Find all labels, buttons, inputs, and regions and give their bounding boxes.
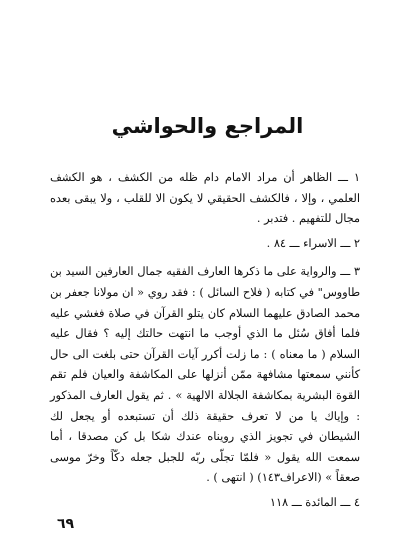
page-number: ٦٩ — [57, 516, 75, 532]
note-text: المائدة ـــ ١١٨ — [269, 495, 337, 509]
note-4 — [50, 493, 360, 514]
note-number: ٤ ـــ — [340, 495, 360, 509]
page-title: المراجع والحواشي — [111, 114, 304, 138]
note-text: الاسراء ـــ ٨٤ . — [266, 236, 337, 250]
note-1 — [50, 168, 360, 230]
note-2 — [50, 234, 360, 255]
note-number: ٣ ـــ — [340, 265, 360, 279]
notes-list — [50, 168, 360, 518]
note-number: ١ ـــ — [338, 171, 360, 184]
note-number: ٢ ـــ — [340, 236, 360, 250]
note-text: الظاهر أن مراد الامام دام ظله من الكشف ، هو الكشف العلمي ، وإلا ، فالكشف الحقيقي لا يكون الا للقلب ، ولا يبقى بعده مجال للتفهيم . فتدبر . — [50, 171, 360, 226]
note-3 — [50, 262, 360, 489]
note-text: والرواية على ما ذكرها العارف الفقيه جمال العارفين السيد بن طاووس" في كتابه ( فلاح السائل ) : فقد روي « ان مولانا جعفر بن محمد الصادق عليهما السلام كان يتلو القرآن في صلاة فغشي عليه فلما أفاق سُئل ما الذي أوجب ما انتهت حالتك إليه ؟ فقال عليه السلام ( ما معناه ) : ما زلت أكرر آيات القرآن حتى بلغت الى حال كأنني سمعتها مشافهة ممّن أنزلها على المكاشفة والعيان فلم تقم القوة البشرية بمكاشفة الجلالة الالهية » . ثم يقول العارف المذكور : وإياك يا من لا تعرف حقيقة ذلك أن تستبعده أو يجعل لك الشيطان في تجويز الذي رويناه عندك شكا بل كن مصدقا ، أما سمعت الله يقول « فلمّا تجلّى ربّه للجبل جعله دكّاً وخرّ موسى صعقاً » (الاعراف١٤٣) ( انتهى ) . — [50, 265, 360, 485]
